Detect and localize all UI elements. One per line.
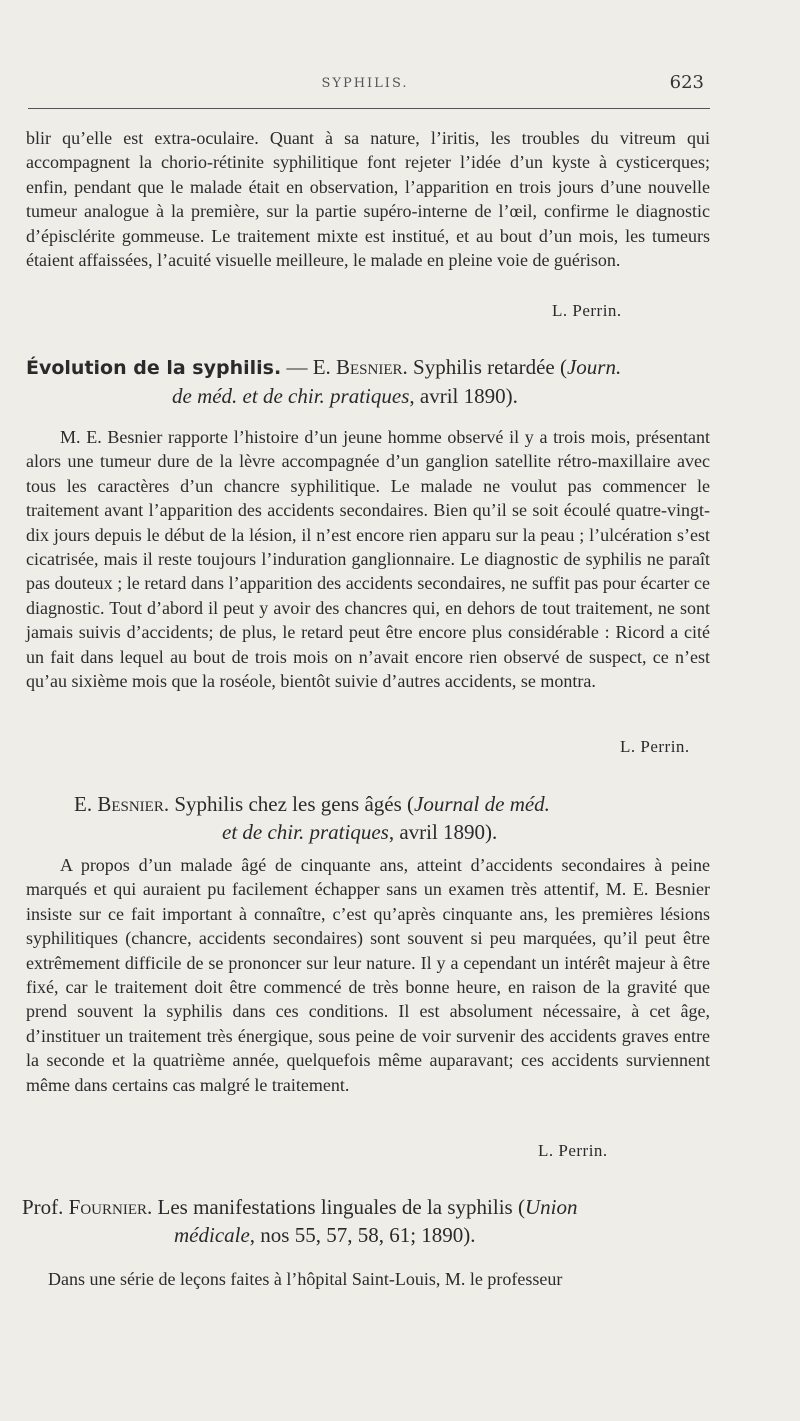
issue-numbers: , nos 55, 57, 58, 61; 1890). <box>249 1223 476 1247</box>
running-head: SYPHILIS. <box>321 76 409 91</box>
journal-name: Journal de méd. <box>414 792 550 816</box>
article-body: M. E. Besnier rapporte l’histoire d’un jeune homme observé il y a trois mois, présentant alors une tumeur dure de la lèvre accompagnée d’un ganglion satellite rétro-maxillaire avec tous les caractères d’un chancre syphilitique. Le malade ne voulut pas commencer le traitement avant l’apparition des accidents secondaires. Bien qu’il se soit écoulé quatre-vingt-dix jours depuis le début de la lésion, il n’est encore rien apparu sur la peau ; l’ulcération s’est cicatrisée, mais il reste toujours l’induration ganglionnaire. Le diagnostic de syphilis ne paraît pas douteux ; le retard dans l’apparition des accidents secondaires, ne suffit pas pour écarter ce diagnostic. Tout d’abord il peut y avoir des chancres qui, en dehors de tout traitement, ne sont jamais suivis d’accidents; de plus, le retard peut être encore plus considérable : Ricord a cité un fait dans lequel au bout de trois mois on n’avait encore rien observé de suspect, ce n’est qu’au sixième mois que la roséole, bientôt suivie d’autres accidents, se montra. <box>26 427 710 692</box>
journal-name: Union <box>524 1195 578 1219</box>
continuation-paragraph: blir qu’elle est extra-oculaire. Quant à sa nature, l’iritis, les troubles du vitreum qui accompagnent la chorio-rétinite syphilitique font rejeter l’idée d’un kyste à cysticerques; enfin, pendant que le malade était en observation, l’apparition en trois jours d’une nouvelle tumeur analogue à la première, sur la partie supéro-interne de l’œil, confirme le diagnostic d’épisclérite gommeuse. Le traitement mixte est institué, et au bout d’un mois, les tumeurs étaient affaissées, l’acuité visuelle meilleure, le malade en pleine voie de guérison. <box>26 128 710 271</box>
article-title: Syphilis retardée ( <box>407 355 567 379</box>
article-title: Les manifestations linguales de la syphilis ( <box>152 1195 525 1219</box>
page-number: 623 <box>669 72 704 93</box>
page-header <box>26 72 704 96</box>
heading-line-2 <box>22 1221 712 1249</box>
header-rule <box>28 108 710 109</box>
journal-name-cont: médicale <box>174 1223 250 1247</box>
journal-name-cont: de méd. et de chir. pratiques <box>172 384 410 408</box>
article-body: Dans une série de leçons faites à l’hôpital Saint-Louis, M. le professeur <box>48 1269 563 1289</box>
heading-line-2 <box>26 382 710 410</box>
signature: L. Perrin. <box>552 301 622 320</box>
journal-name-cont: et de chir. pratiques <box>222 820 389 844</box>
article-author: E. Besnier. <box>312 355 408 379</box>
article-author: Fournier. <box>68 1195 153 1219</box>
article-body: A propos d’un malade âgé de cinquante ans, atteint d’accidents secondaires à peine marqués et qui auraient pu facilement échapper sans un examen très attentif, M. E. Besnier insiste sur ce fait important à connaître, c’est qu’après cinquante ans, les premières lésions syphilitiques (chancre, accidents secondaires) sont souvent si peu marquées, qu’il peut être extrêmement difficile de se prononcer sur leur nature. Il y a cependant un intérêt majeur à être fixé, car le traitement doit être commencé de très bonne heure, en raison de la gravité que prend souvent la syphilis dans ces conditions. Il est absolument nécessaire, à cet âge, d’instituer un traitement très énergique, sous peine de voir survenir des accidents graves entre la seconde et la quatrième année, quelquefois même auparavant; ces accidents surviennent même dans certains cas malgré le traitement. <box>26 855 710 1095</box>
heading-line-2 <box>74 818 714 846</box>
article-subject: Évolution de la syphilis. <box>26 357 282 379</box>
article-date: , avril 1890). <box>388 820 498 844</box>
article-author: E. Besnier. <box>74 792 170 816</box>
article-heading <box>22 1193 712 1249</box>
heading-dash: — <box>281 355 313 379</box>
article-title: Syphilis chez les gens âgés ( <box>169 792 415 816</box>
article-heading <box>26 790 714 846</box>
author-prefix: Prof. <box>22 1195 69 1219</box>
signature: L. Perrin. <box>620 737 690 756</box>
journal-name: Journ. <box>566 355 622 379</box>
signature: L. Perrin. <box>538 1141 608 1160</box>
article-date: , avril 1890). <box>409 384 518 408</box>
article-heading <box>26 353 710 410</box>
